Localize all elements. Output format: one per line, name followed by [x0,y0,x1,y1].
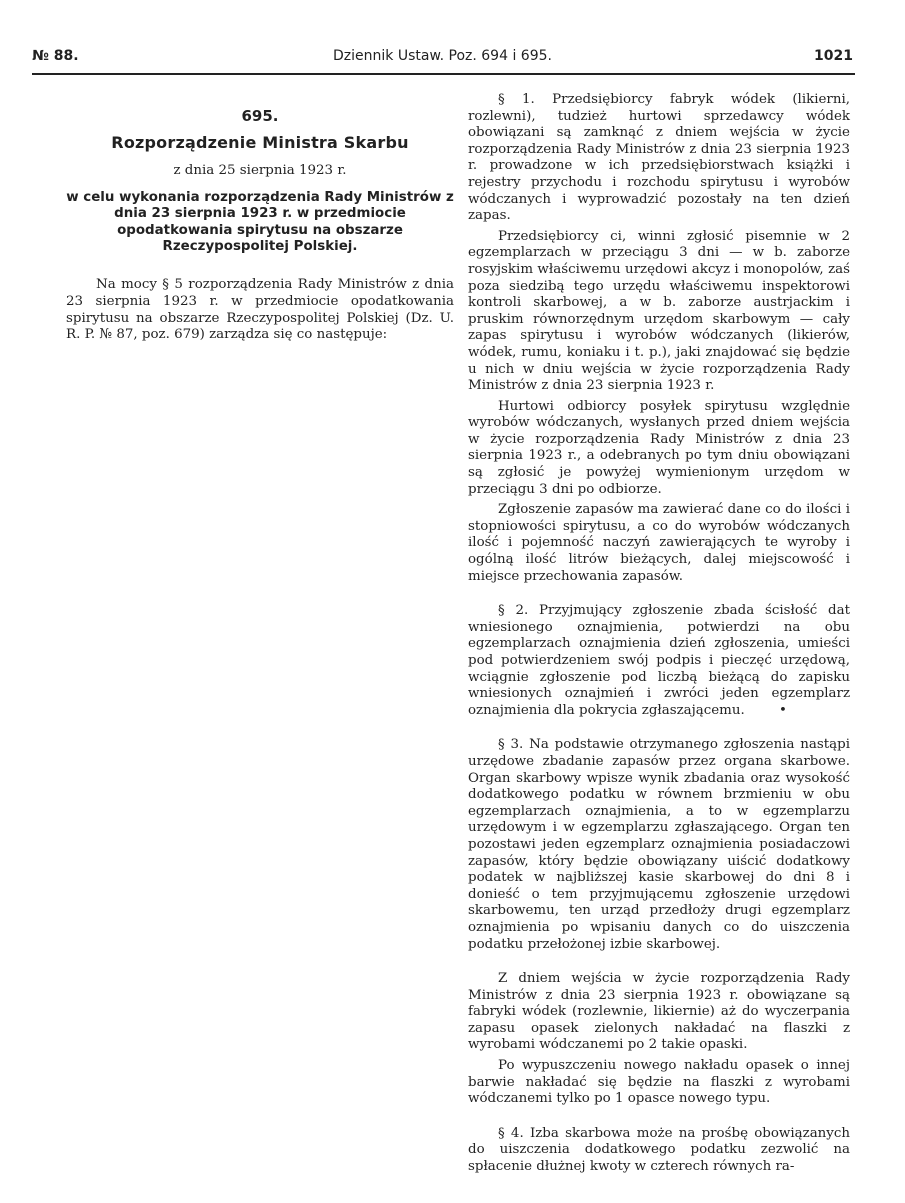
paragraph-2 [468,603,850,719]
stray-mark: • [779,702,787,718]
journal-reference: Dziennik Ustaw. Poz. 694 i 695. [333,48,552,64]
paragraph-3-new-bands: Po wypuszczeniu nowego nakładu opasek o innej barwie nakładać się będzie na flaszki z wyrobami wódczanemi tylko po 1 opasce nowego typu. [468,1058,850,1107]
page-header [32,48,853,70]
act-title: Rozporządzenie Ministra Skarbu [111,132,409,152]
preamble: Na mocy § 5 rozporządzenia Rady Ministrów z dnia 23 sierpnia 1923 r. w przedmiocie opodatkowania spirytusu na obszarze Rzeczypospolitej Polskiej (Dz. U. R. P. № 87, poz. 679) zarządza się co następuje: [66,277,454,343]
header-rule [32,73,855,75]
paragraph-1-reporting: Przedsiębiorcy ci, winni zgłosić pisemnie w 2 egzemplarzach w przeciągu 3 dni — w b. zaborze rosyjskim właściwemu urzędowi akcyz i monopolów, zaś poza siedzibą tego urzędu właściwemu inspektorowi kontroli skarbowej, a w b. zaborze austrjackim i pruskim równorzędnym urzędom skarbowym — cały zapas spirytusu i wyrobów wódczanych (likierów, wódek, rumu, koniaku i t. p.), jaki znajdować się będzie u nich w dniu wejścia w życie rozporządzenia Rady Ministrów z dnia 23 sierpnia 1923 r. [468,228,850,394]
left-column [66,92,454,348]
right-column [468,92,850,1180]
paragraph-1-wholesale: Hurtowi odbiorcy posyłek spirytusu względnie wyrobów wódczanych, wysłanych przed dniem wejścia w życie rozporządzenia Rady Ministrów z dnia 23 sierpnia 1923 r., a odebranych po tym dniu obowiązani są zgłosić je powyżej wymienionym urzędom w przeciągu 3 dni po odbiorze. [468,398,850,497]
paragraph-1: § 1. Przedsiębiorcy fabryk wódek (likierni, rozlewni), tudzież hurtowi sprzedawcy wódek obowiązani są zamknąć z dniem wejścia w życie rozporządzenia Rady Ministrów z dnia 23 sierpnia 1923 r. prowadzone w ich przedsiębiorstwach książki i rejestry przychodu i rozchodu spirytusu i wyrobów wódczanych i wyprowadzić pozostały na ten dzień zapas. [468,92,850,224]
act-number: 695. [241,107,279,125]
act-date: z dnia 25 sierpnia 1923 r. [173,163,347,179]
act-purpose: w celu wykonania rozporządzenia Rady Ministrów z dnia 23 sierpnia 1923 r. w przedmiocie opodatkowania spirytusu na obszarze Rzeczypospolitej Polskiej. [66,189,454,254]
page-number: 1021 [814,48,853,64]
paragraph-3: § 3. Na podstawie otrzymanego zgłoszenia nastąpi urzędowe zbadanie zapasów przez organa skarbowe. Organ skarbowy wpisze wynik zbadania oraz wysokość dodatkowego podatku w równem brzmieniu w obu egzemplarzach oznajmienia, a to w egzemplarzu urzędowym i w egzemplarzu zgłaszającego. Organ ten pozostawi jeden egzemplarz oznajmienia posiadaczowi zapasów, który będzie obowiązany uiścić dodatkowy podatek w najbliższej kasie skarbowej do dni 8 i donieść o tem przyjmującemu zgłoszenie urzędowi skarbowemu, ten urząd przedłoży drugi egzemplarz oznajmienia po wpisaniu danych co do uiszczenia podatku przełożonej izbie skarbowej. [468,737,850,952]
paragraph-3-bands: Z dniem wejścia w życie rozporządzenia Rady Ministrów z dnia 23 sierpnia 1923 r. obowiązane są fabryki wódek (rozlewnie, likiernie) aż do wyczerpania zapasu opasek zielonych nakładać na flaszki z wyrobami wódczanemi po 2 takie opaski. [468,971,850,1053]
issue-number: № 88. [32,48,79,64]
paragraph-2-text: § 2. Przyjmujący zgłoszenie zbada ścisłość dat wniesionego oznajmienia, potwierdzi na obu egzemplarzach oznajmienia dzień zgłoszenia, umieści pod potwierdzeniem swój podpis i pieczęć urzędową, wciągnie zgłoszenie pod liczbą bieżącą do zapisku wniesionych oznajmień i zwróci jeden egzemplarz oznajmienia dla pokrycia zgłaszającemu. [468,603,850,718]
paragraph-1-contents: Zgłoszenie zapasów ma zawierać dane co do ilości i stopniowości spirytusu, a co do wyrobów wódczanych ilość i pojemność naczyń zawierających te wyroby i ogólną ilość litrów bieżących, dalej miejscowość i miejsce przechowania zapasów. [468,502,850,584]
paragraph-4: § 4. Izba skarbowa może na prośbę obowiązanych do uiszczenia dodatkowego podatku zezwolić na spłacenie dłużnej kwoty w czterech równych ra- [468,1125,850,1175]
